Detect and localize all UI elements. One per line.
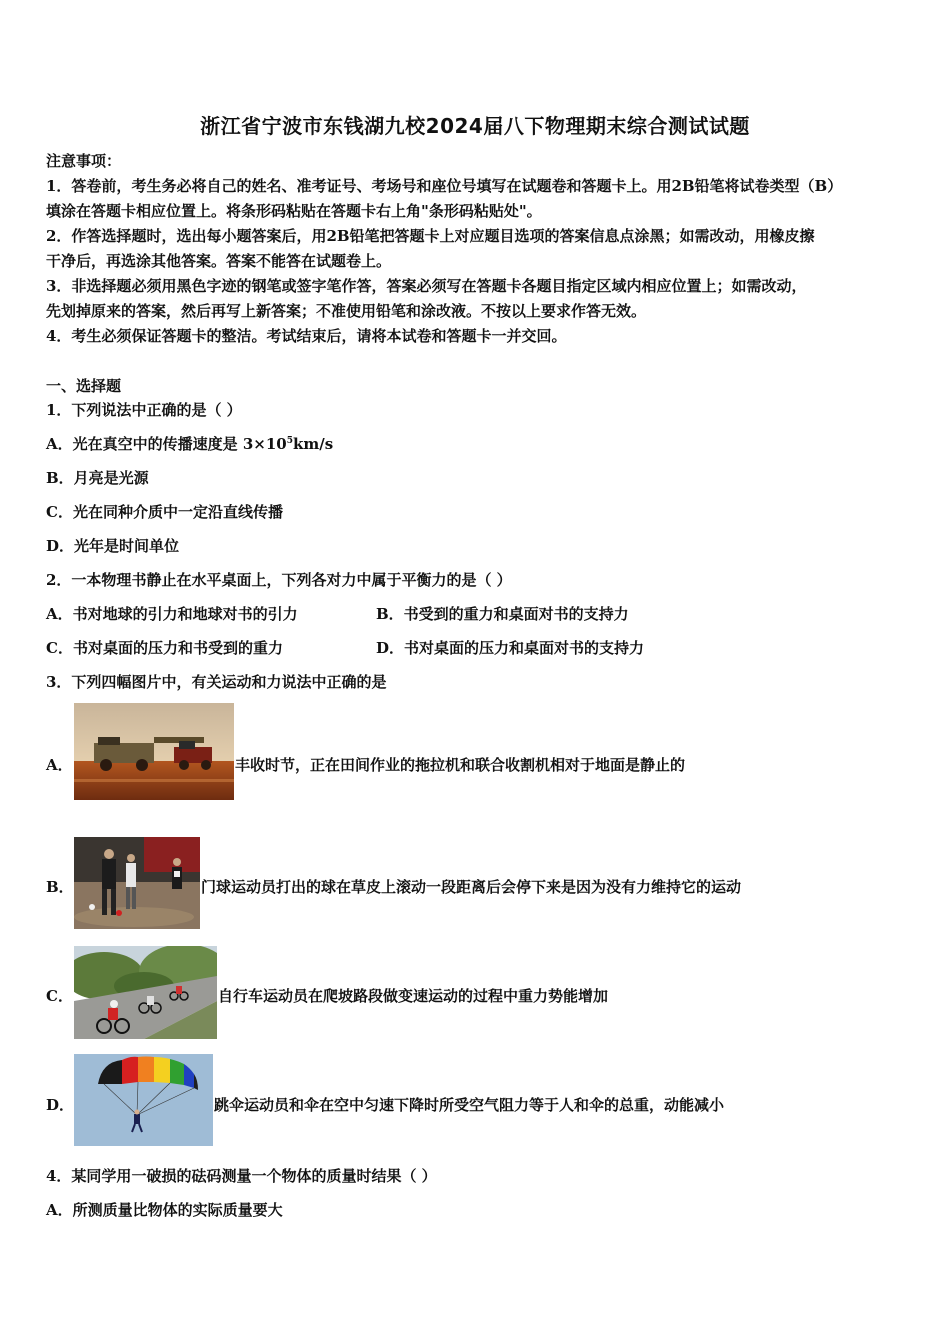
q4-stem: 4．某同学用一破损的砝码测量一个物体的质量时结果（ ）	[46, 1167, 437, 1185]
cyclists-photo	[74, 946, 217, 1039]
q2-option-d: D．书对桌面的压力和桌面对书的支持力	[376, 639, 645, 657]
notes-line-3: 2．作答选择题时，选出每小题答案后，用2B铅笔把答题卡上对应题目选项的答案信息点涂黑；如需改动，用橡皮擦	[46, 227, 815, 245]
q3-option-d-letter: D．	[46, 1096, 75, 1114]
q3-option-b-letter: B．	[46, 878, 74, 896]
q1-option-a-exponent: 5	[286, 436, 294, 446]
q1-option-c: C．光在同种介质中一定沿直线传播	[46, 503, 283, 521]
q1-option-a-text: A．光在真空中的传播速度是 3×10	[46, 435, 287, 453]
notes-line-4: 干净后，再选涂其他答案。答案不能答在试题卷上。	[46, 252, 392, 270]
q4-option-a: A．所测质量比物体的实际质量要大	[46, 1201, 283, 1219]
q1-option-a-unit: km/s	[293, 435, 334, 453]
q3-option-c-letter: C．	[46, 987, 73, 1005]
q1-option-d: D．光年是时间单位	[46, 537, 180, 555]
parachute-photo	[74, 1054, 213, 1146]
notes-line-5: 3．非选择题必须用黑色字迹的钢笔或签字笔作答，答案必须写在答题卡各题目指定区域内相应位置上；如需改动，	[46, 277, 807, 295]
q3-option-a-text: 丰收时节，正在田间作业的拖拉机和联合收割机相对于地面是静止的	[235, 756, 686, 774]
notes-heading: 注意事项：	[46, 152, 122, 170]
q3-option-c-text: 自行车运动员在爬坡路段做变速运动的过程中重力势能增加	[218, 987, 609, 1005]
gateball-photo	[74, 837, 200, 929]
notes-line-7: 4．考生必须保证答题卡的整洁。考试结束后，请将本试卷和答题卡一并交回。	[46, 327, 567, 345]
q3-stem: 3．下列四幅图片中，有关运动和力说法中正确的是	[46, 673, 387, 691]
q3-option-a-letter: A．	[46, 756, 73, 774]
notes-line-6: 先划掉原来的答案，然后再写上新答案；不准使用铅笔和涂改液。不按以上要求作答无效。	[46, 302, 647, 320]
q1-option-b: B．月亮是光源	[46, 469, 149, 487]
harvester-photo	[74, 703, 234, 800]
q2-option-b: B．书受到的重力和桌面对书的支持力	[376, 605, 629, 623]
section-heading: 一、选择题	[46, 377, 122, 395]
notes-line-2: 填涂在答题卡相应位置上。将条形码粘贴在答题卡右上角"条形码粘贴处"。	[46, 202, 542, 220]
q2-option-c: C．书对桌面的压力和书受到的重力	[46, 639, 283, 657]
q2-option-a: A．书对地球的引力和地球对书的引力	[46, 605, 298, 623]
q3-option-d-text: 跳伞运动员和伞在空中匀速下降时所受空气阻力等于人和伞的总重，动能减小	[214, 1096, 725, 1114]
q2-stem: 2．一本物理书静止在水平桌面上，下列各对力中属于平衡力的是（ ）	[46, 571, 512, 589]
q3-option-b-text: 门球运动员打出的球在草皮上滚动一段距离后会停下来是因为没有力维持它的运动	[201, 878, 742, 896]
notes-line-1: 1．答卷前，考生务必将自己的姓名、准考证号、考场号和座位号填写在试题卷和答题卡上。用2B铅笔将试卷类型（B）	[46, 177, 843, 195]
q1-option-a	[46, 434, 333, 454]
exam-title: 浙江省宁波市东钱湖九校2024届八下物理期末综合测试试题	[200, 114, 750, 138]
q1-stem: 1．下列说法中正确的是（ ）	[46, 401, 242, 419]
